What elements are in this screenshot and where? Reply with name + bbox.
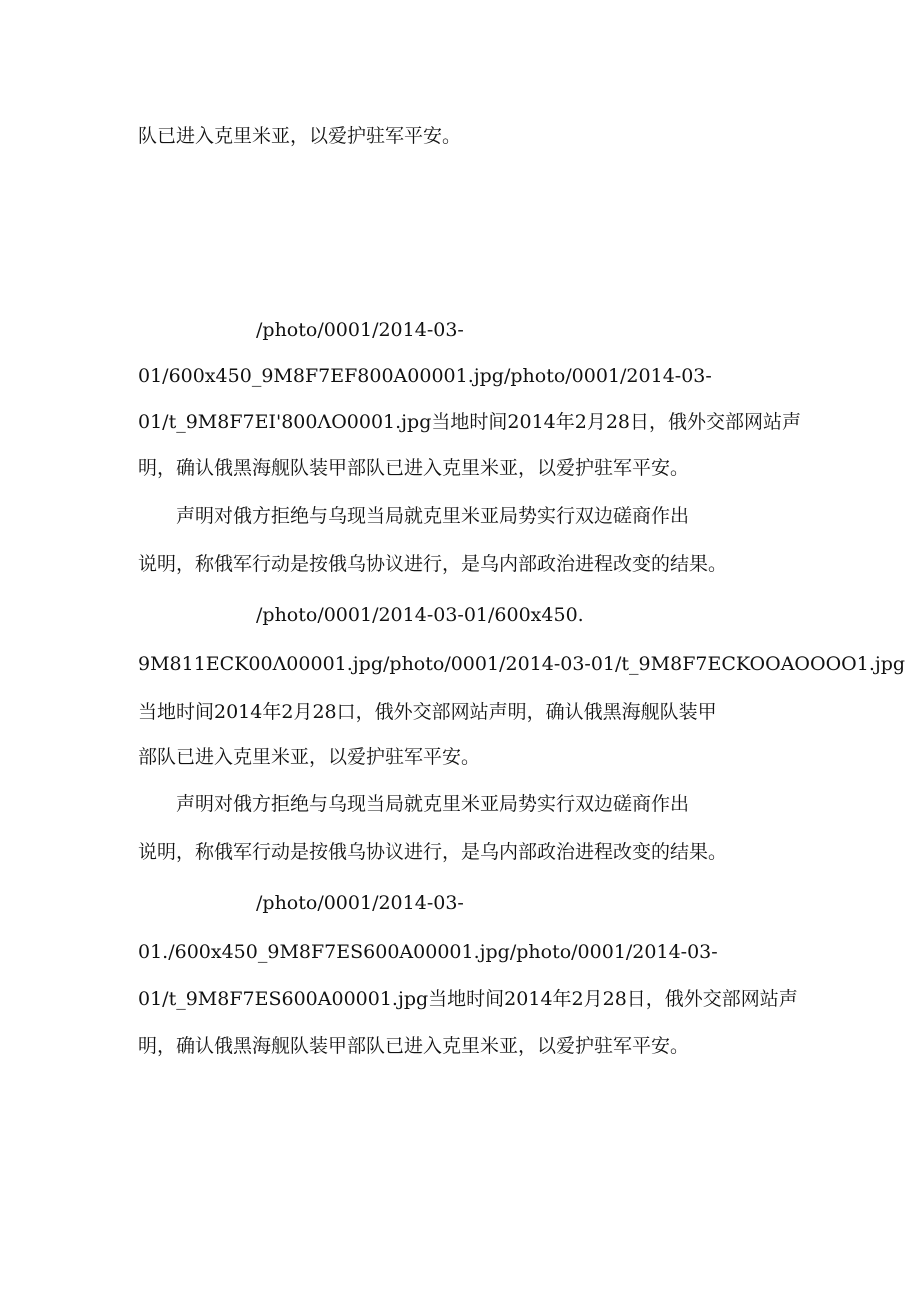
image-path-line: /photo/0001/2014-03-	[256, 319, 464, 341]
text-line: 当地时间2014年2月28口，俄外交部网站声明，确认俄黑海舰队装甲	[138, 701, 717, 723]
image-path-line: 01./600x450_9M8F7ES600A00001.jpg/photo/0001/2014-03-	[138, 941, 718, 963]
image-path-line: 01/600x450_9M8F7EF800A00001.jpg/photo/0001/2014-03-	[138, 365, 712, 387]
paragraph-first-line: 声明对俄方拒绝与乌现当局就克里米亚局势实行双边磋商作出	[176, 505, 690, 527]
text-line: 队已进入克里米亚，以爱护驻军平安。	[138, 125, 462, 147]
text-line: 01/t_9M8F7ES600A00001.jpg当地时间2014年2月28日，俄外交部网站声	[138, 988, 798, 1010]
text-line: 01/t_9M8F7EI'800ΛO0001.jpg当地时间2014年2月28日，俄外交部网站声	[138, 411, 802, 433]
text-line: 明，确认俄黑海舰队装甲部队已进入克里米亚，以爱护驻军平安。	[138, 457, 690, 479]
paragraph-first-line: 声明对俄方拒绝与乌现当局就克里米亚局势实行双边磋商作出	[176, 793, 690, 815]
image-path-line: /photo/0001/2014-03-	[256, 892, 464, 914]
text-line: 明，确认俄黑海舰队装甲部队已进入克里米亚，以爱护驻军平安。	[138, 1035, 690, 1057]
text-line: 部队已进入克里米亚，以爱护驻军平安。	[138, 746, 481, 768]
image-path-line: /photo/0001/2014-03-01/600x450.	[256, 604, 584, 626]
image-path-line: 9M811ECK00Λ00001.jpg/photo/0001/2014-03-01/t_9M8F7ECKOOAOOOO1.jpg	[138, 653, 906, 675]
text-line: 说明，称俄军行动是按俄乌协议进行，是乌内部政治进程改变的结果。	[138, 553, 728, 575]
text-line: 说明，称俄军行动是按俄乌协议进行，是乌内部政治进程改变的结果。	[138, 841, 728, 863]
